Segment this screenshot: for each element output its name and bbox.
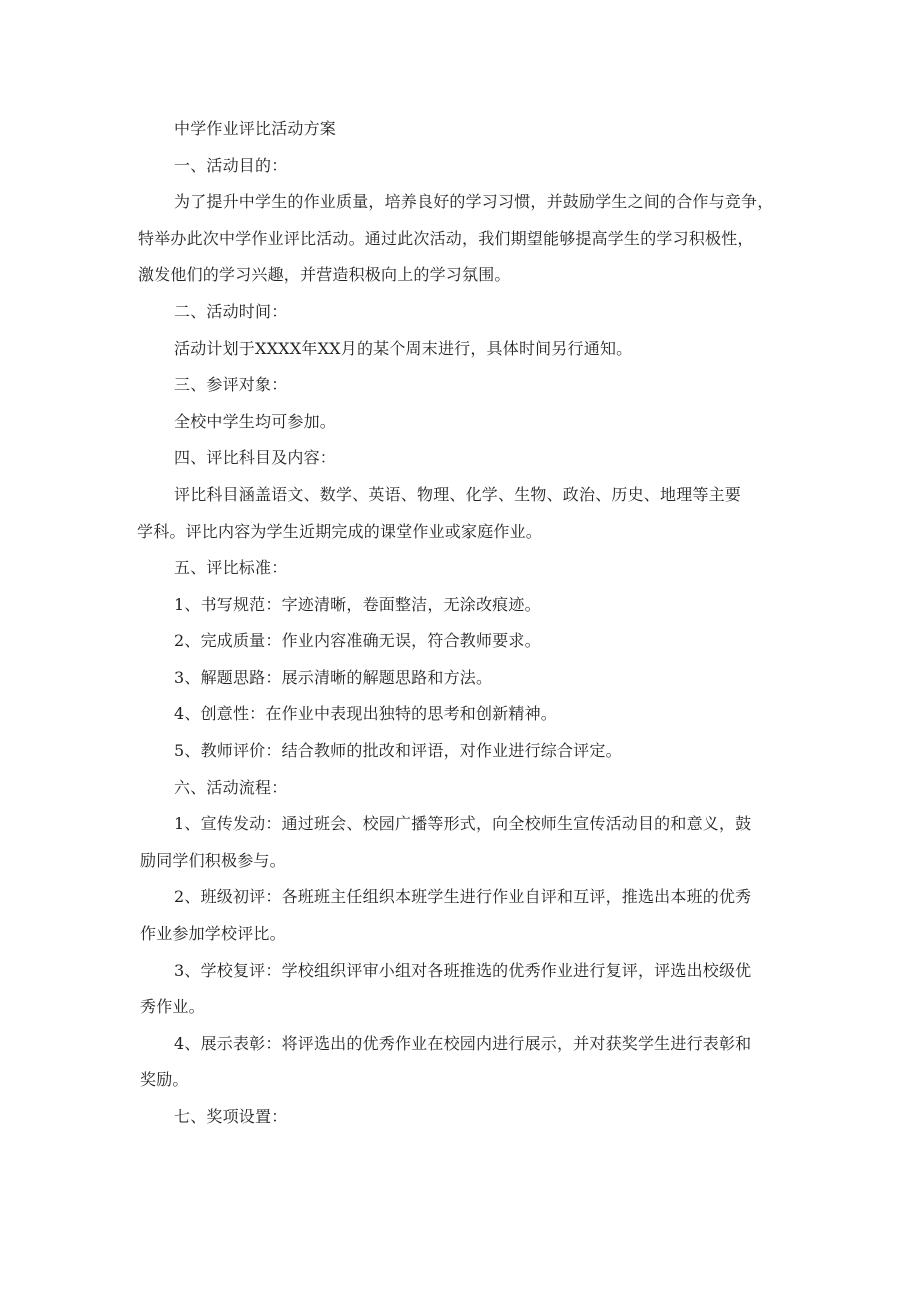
section-heading-time: 二、活动时间： [174,302,288,321]
section-heading-awards: 七、奖项设置： [174,1107,288,1126]
section-heading-subjects: 四、评比科目及内容： [174,448,337,467]
paragraph-line: 特举办此次中学作业评比活动。通过此次活动，我们期望能够提高学生的学习积极性， [138,229,754,248]
paragraph-line: 学科。评比内容为学生近期完成的课堂作业或家庭作业。 [137,522,543,541]
list-item: 2、班级初评：各班班主任组织本班学生进行作业自评和互评，推选出本班的优秀 [174,887,752,906]
section-heading-purpose: 一、活动目的： [174,156,288,175]
list-item: 4、创意性：在作业中表现出独特的思考和创新精神。 [174,704,557,723]
section-heading-process: 六、活动流程： [174,778,288,797]
list-item-continuation: 奖励。 [140,1070,189,1089]
section-heading-criteria: 五、评比标准： [174,558,288,577]
paragraph-line: 评比科目涵盖语文、数学、英语、物理、化学、生物、政治、历史、地理等主要 [174,485,742,504]
list-item-continuation: 秀作业。 [140,997,205,1016]
document-title: 中学作业评比活动方案 [174,119,337,138]
list-item: 3、学校复评：学校组织评审小组对各班推选的优秀作业进行复评，评选出校级优 [174,961,752,980]
section-heading-participants: 三、参评对象： [174,375,288,394]
paragraph-line: 为了提升中学生的作业质量，培养良好的学习习惯，并鼓励学生之间的合作与竞争， [174,192,774,211]
list-item: 3、解题思路：展示清晰的解题思路和方法。 [174,668,493,687]
list-item-continuation: 作业参加学校评比。 [140,924,286,943]
paragraph-line: 活动计划于XXXX年XX月的某个周末进行，具体时间另行通知。 [174,339,633,358]
list-item: 2、完成质量：作业内容准确无误，符合教师要求。 [174,631,541,650]
list-item: 1、书写规范：字迹清晰，卷面整洁，无涂改痕迹。 [174,595,541,614]
paragraph-line: 全校中学生均可参加。 [174,412,337,431]
list-item-continuation: 励同学们积极参与。 [140,851,286,870]
paragraph-line: 激发他们的学习兴趣，并营造积极向上的学习氛围。 [138,265,511,284]
list-item: 5、教师评价：结合教师的批改和评语，对作业进行综合评定。 [174,741,622,760]
list-item: 1、宣传发动：通过班会、校园广播等形式，向全校师生宣传活动目的和意义，鼓 [174,814,752,833]
list-item: 4、展示表彰：将评选出的优秀作业在校园内进行展示，并对获奖学生进行表彰和 [174,1034,752,1053]
